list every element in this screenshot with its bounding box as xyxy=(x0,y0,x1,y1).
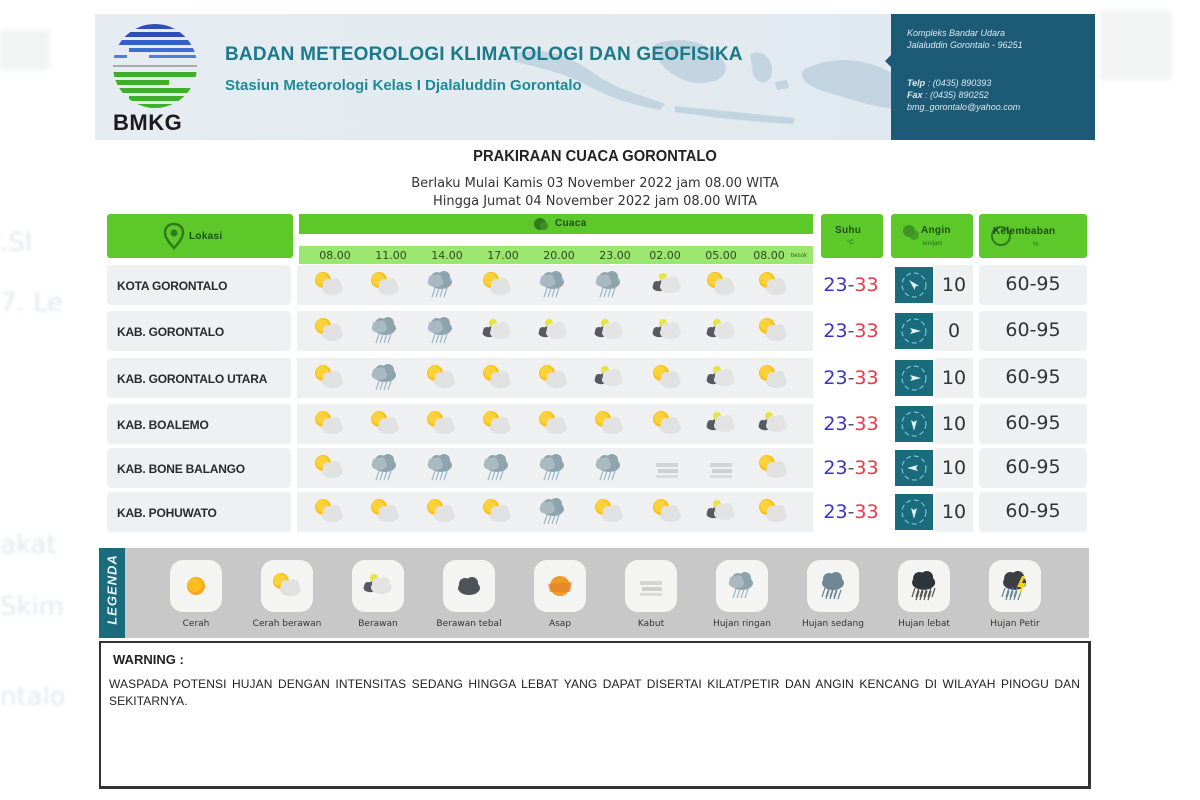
legend-item xyxy=(424,560,514,629)
header-humidity-label: Kelembaban xyxy=(993,226,1056,237)
hujan-ringan-icon xyxy=(365,452,405,484)
humidity-unit: % xyxy=(1033,242,1039,248)
header-temperature xyxy=(821,214,883,258)
time-label: 02.00 xyxy=(649,249,681,262)
weather-row xyxy=(297,448,813,488)
wind-direction-compass-icon xyxy=(895,313,933,349)
temperature-range xyxy=(819,358,883,398)
cerah-berawan-icon xyxy=(365,269,405,301)
warning-text: WASPADA POTENSI HUJAN DENGAN INTENSITAS SEDANG HINGGA LEBAT YANG DAPAT DISERTAI KILAT/PETIR DAN ANGIN KENCANG DI WILAYAH PINOGU DAN SEKITARNYA. xyxy=(109,677,1080,708)
time-label: 20.00 xyxy=(543,249,575,262)
legend-label: Hujan Petir xyxy=(990,619,1040,629)
hujan-ringan-icon xyxy=(533,496,573,528)
valid-from: Berlaku Mulai Kamis 03 November 2022 jam 08.00 WITA xyxy=(411,176,779,191)
weather-header-icon xyxy=(533,217,549,232)
header-location-label: Lokasi xyxy=(189,231,223,242)
legend-title: LEGENDA xyxy=(104,554,120,625)
weather-row xyxy=(297,265,813,305)
time-label: 14.00 xyxy=(431,249,463,262)
legend-item xyxy=(697,560,787,629)
hujan-ringan-icon xyxy=(589,269,629,301)
cerah-berawan-icon xyxy=(533,362,573,394)
org-title: BADAN METEOROLOGI KLIMATOLOGI DAN GEOFISIKA xyxy=(225,44,743,65)
humidity-range: 60-95 xyxy=(979,404,1087,444)
valid-until: Hingga Jumat 04 November 2022 jam 08.00 WITA xyxy=(432,194,758,209)
temp-separator: - xyxy=(847,457,855,479)
location-name: KAB. GORONTALO xyxy=(107,311,291,351)
legend-item xyxy=(970,560,1060,629)
cerah-berawan-icon xyxy=(421,408,461,440)
header-humidity xyxy=(979,214,1087,258)
hujan-petir-icon xyxy=(989,560,1041,612)
cerah-berawan-icon xyxy=(753,362,793,394)
location-name: KAB. BOALEMO xyxy=(107,404,291,444)
cerah-berawan-icon xyxy=(533,408,573,440)
temp-min: 23 xyxy=(823,501,848,523)
location-name: KAB. BONE BALANGO xyxy=(107,448,291,488)
cerah-berawan-icon xyxy=(753,496,793,528)
berawan-icon xyxy=(701,496,741,528)
legend-label: Hujan ringan xyxy=(713,619,771,629)
wind-header-icon xyxy=(901,222,921,244)
hujan-ringan-icon xyxy=(716,560,768,612)
cerah-berawan-icon xyxy=(647,408,687,440)
berawan-icon xyxy=(477,315,517,347)
hujan-ringan-icon xyxy=(533,269,573,301)
berawan-icon xyxy=(753,408,793,440)
berawan-icon xyxy=(701,408,741,440)
berawan-icon xyxy=(701,362,741,394)
background-text: ntalo xyxy=(0,682,66,712)
contact-email: bmg_gorontalo@yahoo.com xyxy=(907,102,1021,112)
contact-telp: Telp : (0435) 890393 xyxy=(907,78,992,88)
cerah-berawan-icon xyxy=(753,452,793,484)
header-weather xyxy=(299,214,813,234)
background-text: Skim xyxy=(0,592,65,622)
temp-min: 23 xyxy=(823,320,848,342)
time-header-row xyxy=(299,246,813,264)
temp-min: 23 xyxy=(823,367,848,389)
contact-fax: Fax : (0435) 890252 xyxy=(907,90,989,100)
hujan-sedang-icon xyxy=(807,560,859,612)
legend-item xyxy=(333,560,423,629)
cerah-berawan-icon xyxy=(477,362,517,394)
legend-label: Berawan tebal xyxy=(436,619,502,629)
wind-direction-compass-icon xyxy=(895,494,933,530)
temp-max: 33 xyxy=(854,413,879,435)
cerah-berawan-icon xyxy=(309,408,349,440)
temperature-range xyxy=(819,492,883,532)
hujan-ringan-icon xyxy=(421,315,461,347)
background-text: akat xyxy=(0,530,57,560)
berawan-icon xyxy=(647,315,687,347)
humidity-range: 60-95 xyxy=(979,492,1087,532)
legend-item xyxy=(606,560,696,629)
berawan-icon xyxy=(589,362,629,394)
cerah-berawan-icon xyxy=(701,269,741,301)
temperature-range xyxy=(819,448,883,488)
temp-separator: - xyxy=(847,274,855,296)
header-wind-label: Angin xyxy=(921,225,951,236)
temp-min: 23 xyxy=(823,274,848,296)
legend-label: Asap xyxy=(548,619,572,629)
humidity-range: 60-95 xyxy=(979,358,1087,398)
weather-row xyxy=(297,492,813,532)
forecast-infographic xyxy=(95,14,1095,800)
time-label: 08.00 xyxy=(753,249,785,262)
time-label: 11.00 xyxy=(375,249,407,262)
humidity-range: 60-95 xyxy=(979,265,1087,305)
weather-row xyxy=(297,358,813,398)
header-wind xyxy=(891,214,973,258)
cerah-berawan-icon xyxy=(421,496,461,528)
warning-box xyxy=(99,641,1091,789)
forecast-title: PRAKIRAAN CUACA GORONTALO xyxy=(473,148,717,165)
cerah-icon xyxy=(170,560,222,612)
cerah-berawan-icon xyxy=(365,408,405,440)
wind-speed: 0 xyxy=(935,311,973,351)
wind-direction-compass-icon xyxy=(895,406,933,442)
temp-max: 33 xyxy=(854,367,879,389)
legend-label: Hujan lebat xyxy=(898,619,950,629)
kabut-icon xyxy=(647,452,687,484)
time-label: 05.00 xyxy=(705,249,737,262)
legend-label: Hujan sedang xyxy=(802,619,864,629)
background-blur xyxy=(0,30,50,70)
cerah-berawan-icon xyxy=(309,315,349,347)
hujan-ringan-icon xyxy=(365,315,405,347)
wind-speed: 10 xyxy=(935,358,973,398)
header-banner xyxy=(95,14,1095,140)
cerah-berawan-icon xyxy=(589,496,629,528)
header-temperature-label: Suhu xyxy=(835,225,862,236)
contact-address-1: Kompleks Bandar Udara xyxy=(907,28,1006,38)
cerah-berawan-icon xyxy=(477,269,517,301)
cerah-berawan-icon xyxy=(421,362,461,394)
cerah-berawan-icon xyxy=(261,560,313,612)
wind-speed: 10 xyxy=(935,404,973,444)
temp-separator: - xyxy=(847,413,855,435)
wind-direction-compass-icon xyxy=(895,267,933,303)
humidity-range: 60-95 xyxy=(979,311,1087,351)
cerah-berawan-icon xyxy=(477,408,517,440)
legend xyxy=(99,548,1089,638)
temperature-range xyxy=(819,265,883,305)
weather-row xyxy=(297,404,813,444)
temp-unit: °C xyxy=(847,240,854,246)
temp-max: 33 xyxy=(854,274,879,296)
hujan-ringan-icon xyxy=(589,452,629,484)
temp-separator: - xyxy=(847,320,855,342)
location-name: KOTA GORONTALO xyxy=(107,265,291,305)
weather-row xyxy=(297,311,813,351)
logo-text: BMKG xyxy=(113,110,183,135)
legend-tag xyxy=(99,548,125,638)
location-name: KAB. POHUWATO xyxy=(107,492,291,532)
location-pin-icon xyxy=(163,222,185,250)
contact-panel xyxy=(891,14,1095,140)
background-text: .SI xyxy=(0,228,33,258)
legend-label: Berawan xyxy=(358,619,398,629)
time-label: 23.00 xyxy=(599,249,631,262)
hujan-ringan-icon xyxy=(477,452,517,484)
cerah-berawan-icon xyxy=(365,496,405,528)
temp-min: 23 xyxy=(823,457,848,479)
legend-item xyxy=(242,560,332,629)
temperature-range xyxy=(819,404,883,444)
legend-item xyxy=(879,560,969,629)
temp-separator: - xyxy=(847,501,855,523)
temperature-range xyxy=(819,311,883,351)
kabut-icon xyxy=(625,560,677,612)
cerah-berawan-icon xyxy=(647,496,687,528)
legend-label: Cerah xyxy=(182,619,210,629)
legend-label: Cerah berawan xyxy=(252,619,322,629)
background-blur xyxy=(1100,10,1172,80)
header-location xyxy=(107,214,293,258)
hujan-ringan-icon xyxy=(421,269,461,301)
station-name: Stasiun Meteorologi Kelas I Djalaluddin Gorontalo xyxy=(225,77,582,94)
contact-address-2: Jalaluddin Gorontalo - 96251 xyxy=(907,40,1023,50)
legend-item xyxy=(151,560,241,629)
asap-icon xyxy=(534,560,586,612)
temp-separator: - xyxy=(847,367,855,389)
berawan-icon xyxy=(352,560,404,612)
berawan-icon xyxy=(701,315,741,347)
legend-item xyxy=(515,560,605,629)
berawan-icon xyxy=(533,315,573,347)
temp-min: 23 xyxy=(823,413,848,435)
cerah-berawan-icon xyxy=(309,496,349,528)
hujan-lebat-icon xyxy=(898,560,950,612)
wind-speed: 10 xyxy=(935,448,973,488)
cerah-berawan-icon xyxy=(309,452,349,484)
cerah-berawan-icon xyxy=(753,315,793,347)
hujan-ringan-icon xyxy=(421,452,461,484)
legend-item xyxy=(788,560,878,629)
hujan-ringan-icon xyxy=(533,452,573,484)
temp-max: 33 xyxy=(854,457,879,479)
hujan-ringan-icon xyxy=(365,362,405,394)
header-weather-label: Cuaca xyxy=(555,218,587,229)
time-label: 08.00 xyxy=(319,249,351,262)
kabut-icon xyxy=(701,452,741,484)
berawan-icon xyxy=(589,315,629,347)
contact-notch xyxy=(885,54,892,68)
wind-direction-compass-icon xyxy=(895,450,933,486)
next-day-suffix: besok xyxy=(791,253,808,259)
wind-direction-compass-icon xyxy=(895,360,933,396)
temp-max: 33 xyxy=(854,320,879,342)
cerah-berawan-icon xyxy=(647,362,687,394)
berawan-icon xyxy=(647,269,687,301)
warning-heading: WARNING : xyxy=(113,652,184,667)
cerah-berawan-icon xyxy=(753,269,793,301)
wind-speed: 10 xyxy=(935,265,973,305)
temp-max: 33 xyxy=(854,501,879,523)
background-text: 7. Le xyxy=(0,288,64,318)
cerah-berawan-icon xyxy=(309,362,349,394)
cerah-berawan-icon xyxy=(309,269,349,301)
humidity-range: 60-95 xyxy=(979,448,1087,488)
cerah-berawan-icon xyxy=(477,496,517,528)
wind-speed: 10 xyxy=(935,492,973,532)
time-label: 17.00 xyxy=(487,249,519,262)
cerah-berawan-icon xyxy=(589,408,629,440)
berawan-tebal-icon xyxy=(443,560,495,612)
wind-unit: km/jam xyxy=(923,241,943,247)
location-name: KAB. GORONTALO UTARA xyxy=(107,358,291,398)
legend-label: Kabut xyxy=(637,619,665,629)
